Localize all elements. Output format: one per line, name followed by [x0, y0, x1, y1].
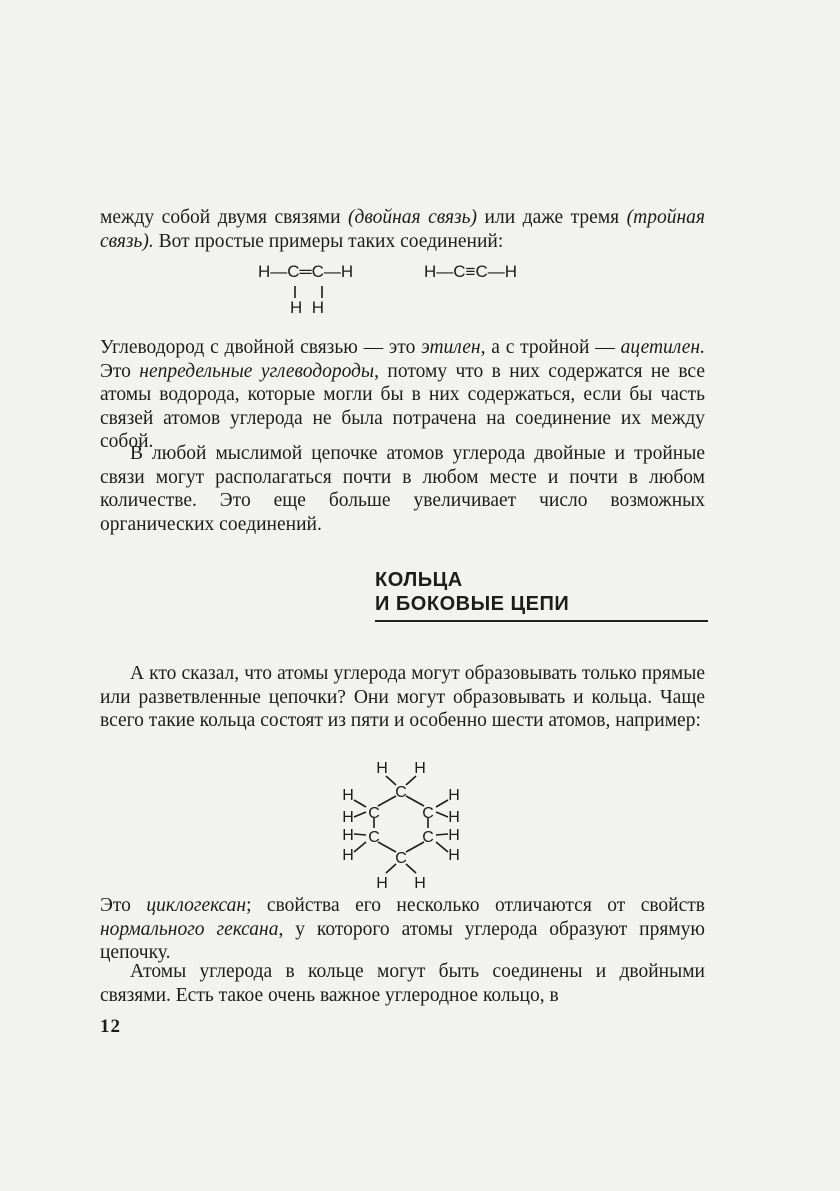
- atom-h-right-2: H: [448, 809, 460, 826]
- atom-h-left-4: H: [342, 847, 354, 864]
- ring-bond: [378, 842, 396, 852]
- section-heading-line-1: КОЛЬЦА: [375, 569, 463, 591]
- ethylene-main-chain: H—C═C—H: [258, 262, 354, 281]
- text-run: , потому что в них содержатся не все атомы водорода, которые могли бы в них содержаться, если бы часть связей атомов углерода не была потрачена на соединение их между собой.: [100, 360, 705, 452]
- atom-c-bottom: C: [395, 850, 407, 867]
- atom-h-bottom-left: H: [376, 875, 388, 892]
- text-run: между собой двумя связями: [100, 207, 349, 228]
- h-bond: [436, 800, 448, 807]
- atom-h-left-1: H: [342, 787, 354, 804]
- atom-h-right-4: H: [448, 847, 460, 864]
- atom-c-upper-right: C: [422, 805, 434, 822]
- acetylene-formula: [424, 262, 517, 282]
- h-bond: [436, 834, 448, 835]
- paragraph-rings: [100, 662, 705, 733]
- text-run: ; свойства его несколько отличаются от свойств: [246, 895, 706, 916]
- text-run: Углеводород с двойной связью — это: [100, 337, 422, 358]
- ring-bond: [378, 796, 396, 806]
- italic-term: (тройная связь).: [100, 207, 705, 252]
- italic-term: ацетилен.: [620, 337, 705, 358]
- text-run: , у которого атомы углерода образуют прямую цепочку.: [100, 918, 705, 963]
- text-run: А кто сказал, что атомы углерода могут образовывать только прямые или разветвленные цепочки? Они могут образовывать и кольца. Чаще всего такие кольца состоят из пяти и особенно шести атомов, например:: [100, 663, 705, 731]
- italic-term: нормального гексана: [100, 918, 279, 940]
- paragraph-intro: [100, 206, 705, 253]
- h-bond: [354, 842, 366, 852]
- italic-term: циклогексан: [146, 895, 247, 916]
- h-bond: [354, 834, 366, 835]
- atom-c-lower-right: C: [422, 829, 434, 846]
- cyclohexane-atoms: [342, 760, 460, 892]
- section-heading-line-2: И БОКОВЫЕ ЦЕПИ: [375, 593, 570, 615]
- italic-term: непредельные углеводороды: [139, 360, 375, 382]
- atom-c-upper-left: C: [368, 805, 380, 822]
- h-bond: [436, 812, 448, 817]
- atom-c-lower-left: C: [368, 829, 380, 846]
- atom-h-left-3: H: [342, 827, 354, 844]
- paragraph-double-triple-bonds: [100, 442, 705, 536]
- text-run: или даже тремя: [477, 207, 627, 228]
- text-run: , а с тройной —: [480, 337, 621, 358]
- atom-h-top-left: H: [376, 760, 388, 777]
- atom-h-left-2: H: [342, 809, 354, 826]
- paragraph-ethylene-acetylene: [100, 336, 705, 454]
- text-run: В любой мыслимой цепочке атомов углерода двойные и тройные связи могут располагаться почти в любом месте и почти в любом количестве. Это еще больше увеличивает число возможных органических соединений.: [100, 443, 705, 535]
- atom-c-top: C: [395, 784, 407, 801]
- acetylene-main-chain: H—C≡C—H: [424, 262, 518, 281]
- atom-h-right-1: H: [448, 787, 460, 804]
- text-run: Вот простые примеры таких соединений:: [153, 230, 504, 252]
- italic-term: (двойная связь): [348, 207, 478, 228]
- text-run: Это: [100, 360, 140, 382]
- ethylene-formula: [258, 262, 353, 282]
- ethylene-hydrogens: H H: [290, 298, 324, 317]
- cyclohexane-structure: [330, 756, 470, 894]
- atom-h-bottom-right: H: [414, 875, 426, 892]
- section-heading-underline: [375, 620, 708, 622]
- atom-h-top-right: H: [414, 760, 426, 777]
- page-number: 12: [100, 1016, 121, 1037]
- atom-h-right-3: H: [448, 827, 460, 844]
- italic-term: этилен: [421, 337, 481, 358]
- paragraph-double-bond-rings: [100, 960, 705, 1007]
- paragraph-cyclohexane: [100, 894, 705, 965]
- h-bond: [436, 842, 448, 852]
- text-run: Это: [100, 895, 147, 916]
- h-bond: [406, 864, 416, 873]
- section-heading: [375, 568, 569, 616]
- text-run: Атомы углерода в кольце могут быть соединены и двойными связями. Есть такое очень важное углеродное кольцо, в: [100, 961, 705, 1006]
- h-bond: [354, 812, 366, 817]
- h-bond: [354, 800, 366, 807]
- h-bond: [406, 776, 416, 785]
